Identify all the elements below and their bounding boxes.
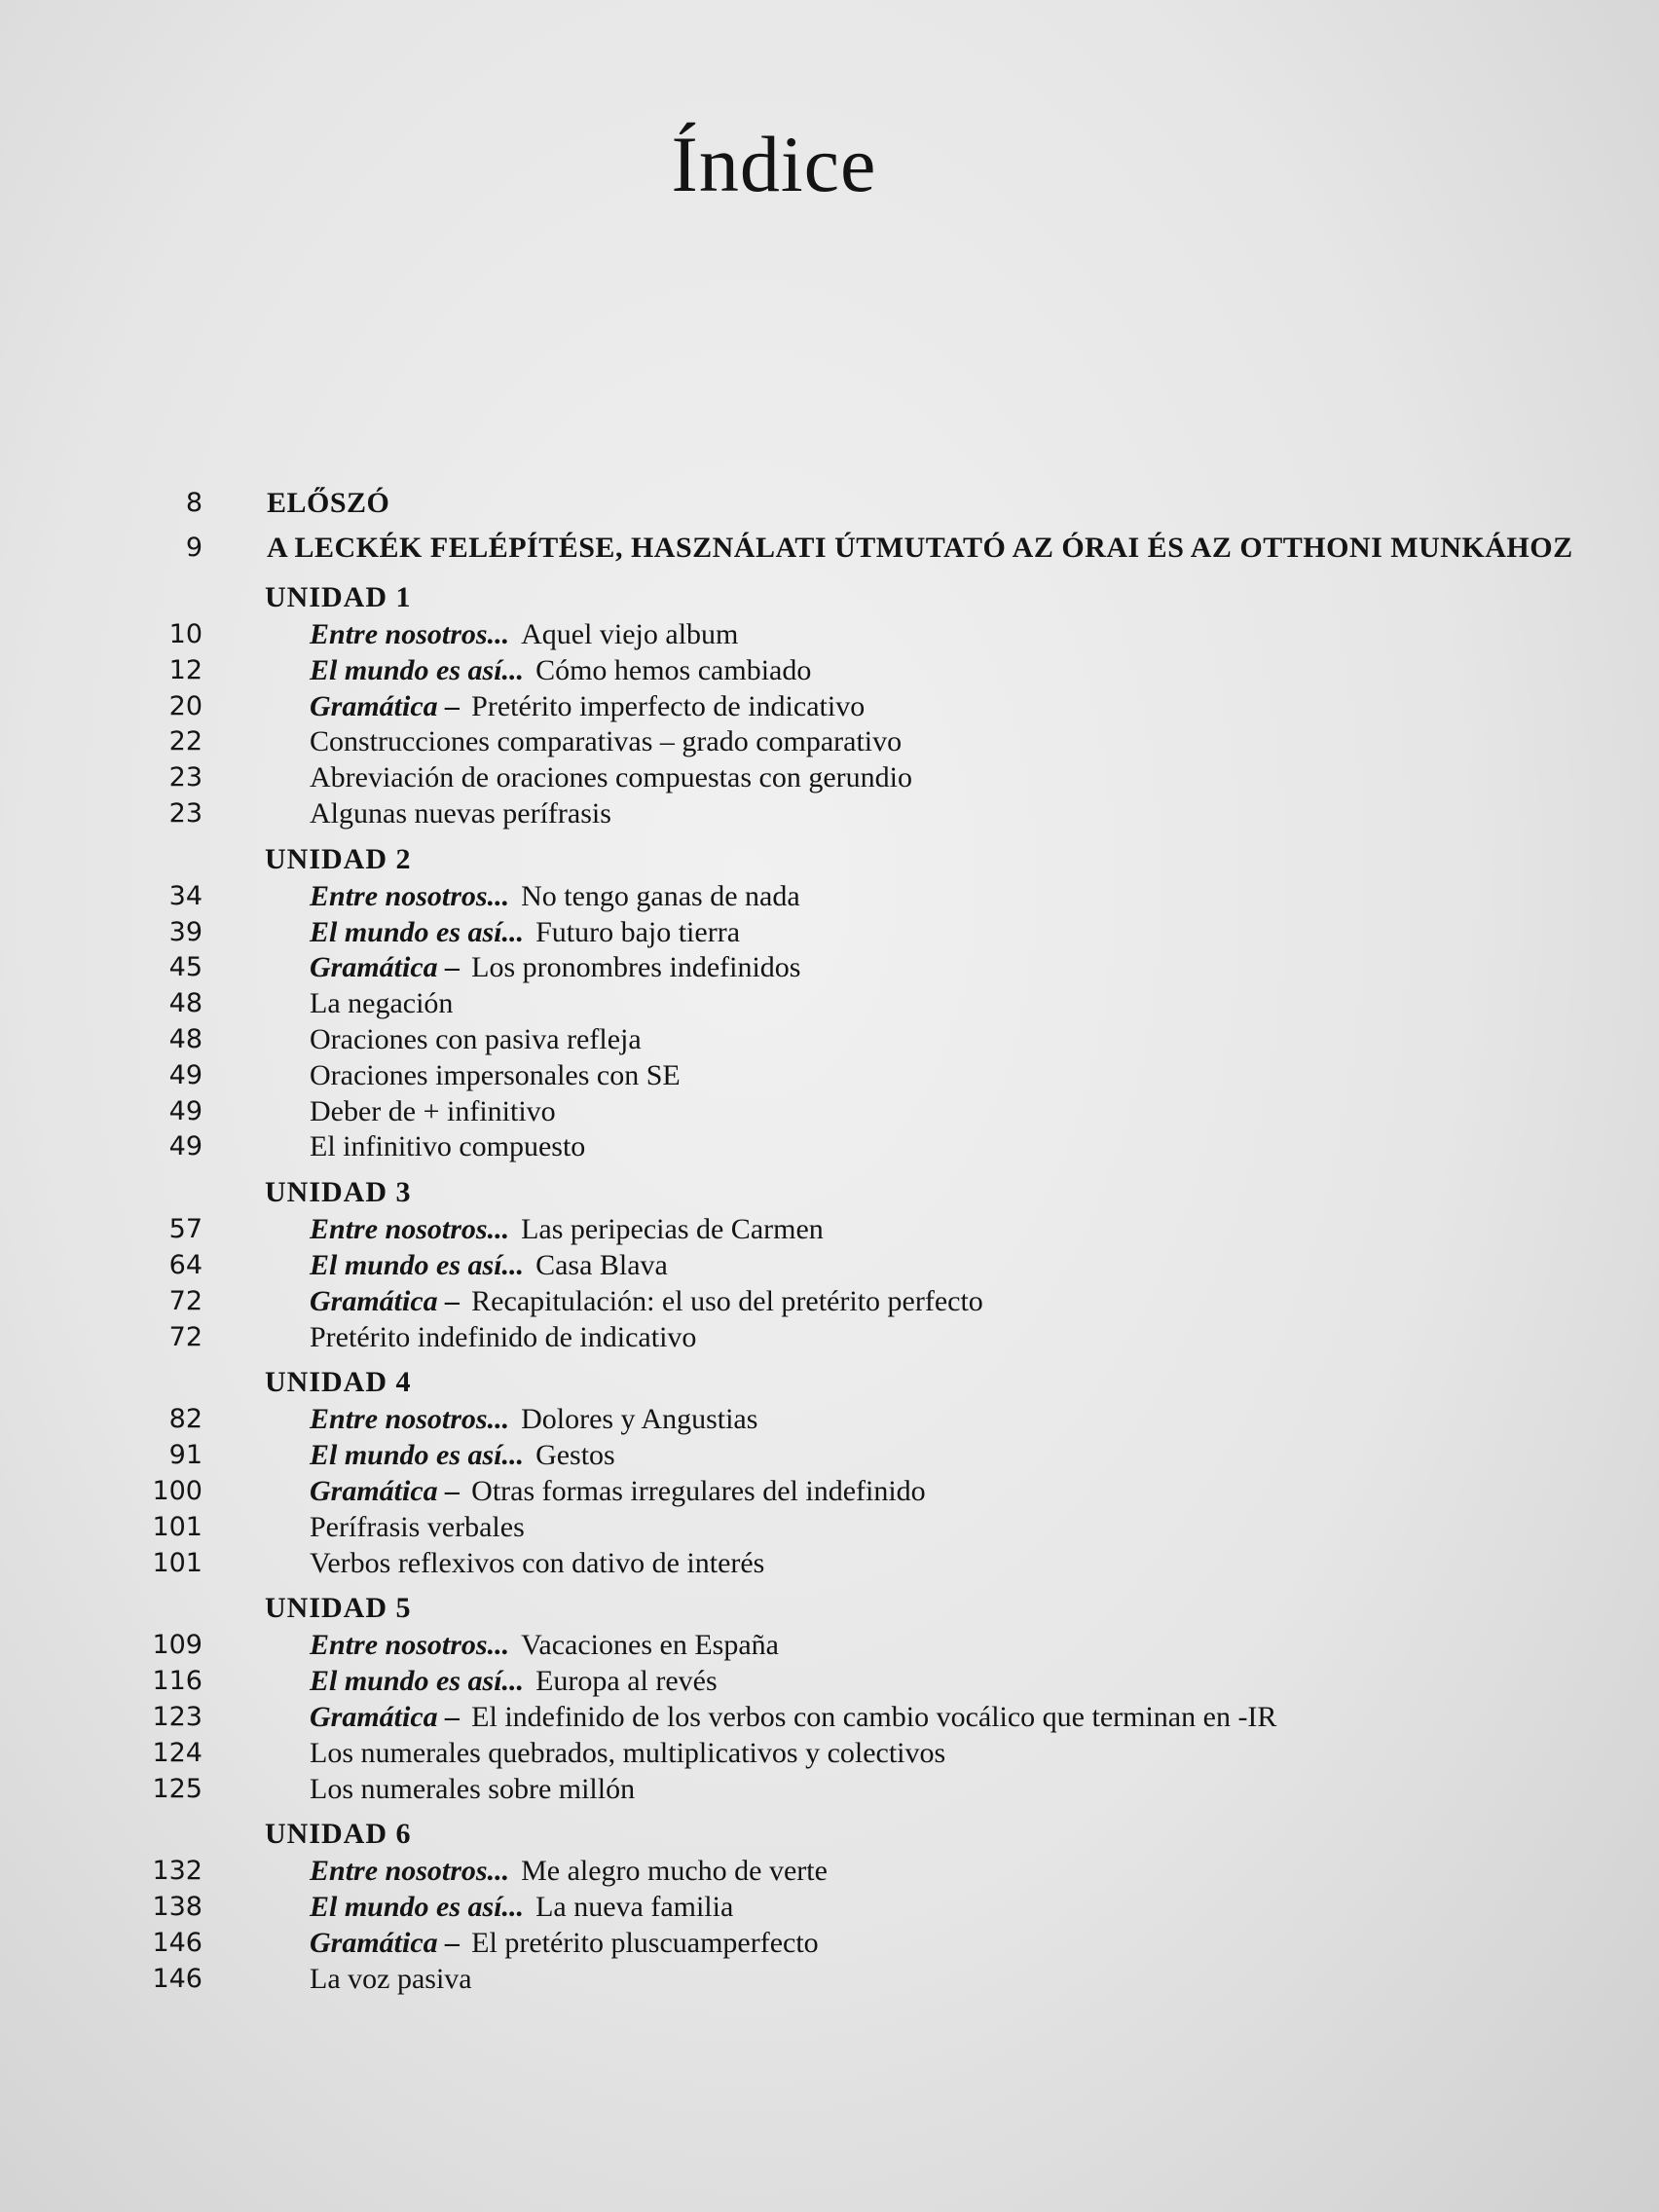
entry-text xyxy=(310,915,740,951)
entry-text xyxy=(310,1058,681,1094)
entry-text xyxy=(310,724,902,760)
entry-text xyxy=(310,1962,472,1998)
entry-text xyxy=(310,1926,819,1962)
unit-title: UNIDAD 1 xyxy=(265,581,412,613)
page-number: 116 xyxy=(152,1666,203,1697)
entry-title: Aquel viejo album xyxy=(521,618,739,650)
page-number: 49 xyxy=(168,1095,203,1126)
page-number: 48 xyxy=(168,1023,203,1054)
entry-title: Algunas nuevas perífrasis xyxy=(310,796,611,830)
entry-title: La nueva familia xyxy=(535,1891,734,1924)
page-number: 8 xyxy=(185,488,203,518)
entry-title: Deber de + infinitivo xyxy=(310,1094,556,1127)
toc-entry xyxy=(0,1248,1659,1284)
page-number: 39 xyxy=(168,916,203,947)
entry-title: La negación xyxy=(310,987,454,1020)
page-number: 72 xyxy=(168,1285,203,1316)
toc-entry xyxy=(0,1890,1659,1926)
unit-title: UNIDAD 5 xyxy=(265,1592,412,1625)
entry-title: Los pronombres indefinidos xyxy=(471,951,801,984)
toc-entry xyxy=(0,1772,1659,1808)
entry-text xyxy=(310,1248,668,1284)
page-number: 10 xyxy=(168,619,203,649)
entry-text xyxy=(310,1546,764,1582)
page-number: 125 xyxy=(152,1773,203,1804)
section-title: ELŐSZÓ xyxy=(267,487,390,519)
page-number: 91 xyxy=(168,1440,203,1471)
page-number: 101 xyxy=(152,1547,203,1578)
entry-lead: Entre nosotros... xyxy=(310,618,510,650)
toc-front-row xyxy=(0,481,1659,526)
page-number: 82 xyxy=(168,1404,203,1435)
page-number: 49 xyxy=(168,1059,203,1090)
entry-text xyxy=(310,1022,642,1058)
unit-heading xyxy=(0,1173,1659,1212)
unit-heading xyxy=(0,1589,1659,1628)
page-number: 123 xyxy=(152,1701,203,1732)
toc-entry xyxy=(0,760,1659,796)
toc-entry xyxy=(0,915,1659,951)
toc-entry xyxy=(0,1438,1659,1474)
entry-title: Gestos xyxy=(535,1439,615,1472)
unit-heading xyxy=(0,1815,1659,1854)
entry-text xyxy=(310,1700,1276,1736)
entry-title: Pretérito imperfecto de indicativo xyxy=(471,689,866,722)
entry-title: La voz pasiva xyxy=(310,1962,472,1995)
entry-text xyxy=(310,1129,585,1165)
entry-title: Europa al revés xyxy=(535,1665,718,1698)
unit-title: UNIDAD 4 xyxy=(265,1366,412,1399)
entry-lead: El mundo es así... xyxy=(310,1248,525,1281)
entry-lead: Entre nosotros... xyxy=(310,1855,510,1888)
page-number: 49 xyxy=(168,1131,203,1162)
toc-entry xyxy=(0,1700,1659,1736)
entry-text xyxy=(310,1474,926,1510)
toc-entry xyxy=(0,689,1659,725)
entry-title: El pretérito pluscuamperfecto xyxy=(471,1926,819,1959)
table-of-contents xyxy=(0,481,1659,1998)
page-number: 57 xyxy=(168,1214,203,1245)
page-number: 20 xyxy=(168,690,203,721)
entry-title: No tengo ganas de nada xyxy=(521,879,800,912)
entry-text xyxy=(310,1664,718,1700)
toc-front-row xyxy=(0,526,1659,571)
entry-lead: El mundo es así... xyxy=(310,653,525,686)
toc-entry xyxy=(0,1058,1659,1094)
toc-entry xyxy=(0,1510,1659,1546)
page-number: 9 xyxy=(185,533,203,563)
entry-text xyxy=(310,1212,824,1248)
entry-title: Pretérito indefinido de indicativo xyxy=(310,1320,697,1353)
entry-text xyxy=(310,1094,556,1130)
entry-lead: Gramática – xyxy=(310,1926,461,1959)
page-number: 138 xyxy=(152,1892,203,1923)
entry-title: Los numerales sobre millón xyxy=(310,1772,636,1805)
entry-lead: Entre nosotros... xyxy=(310,1403,510,1436)
toc-entry xyxy=(0,617,1659,653)
entry-lead: El mundo es así... xyxy=(310,1665,525,1698)
page-number: 101 xyxy=(152,1511,203,1542)
entry-text xyxy=(310,1402,757,1438)
entry-text xyxy=(310,1772,635,1808)
toc-entry xyxy=(0,1962,1659,1998)
entry-title: El indefinido de los verbos con cambio vocálico que terminan en -IR xyxy=(471,1700,1277,1733)
entry-lead: Gramática – xyxy=(310,689,461,722)
entry-text xyxy=(310,796,611,832)
entry-text xyxy=(310,986,453,1022)
unit-title: UNIDAD 2 xyxy=(265,842,412,875)
entry-lead: Gramática – xyxy=(310,1284,461,1317)
entry-title: Otras formas irregulares del indefinido xyxy=(471,1474,926,1507)
entry-title: Me alegro mucho de verte xyxy=(521,1855,828,1888)
page-title: Índice xyxy=(671,120,877,208)
toc-entry xyxy=(0,950,1659,986)
toc-entry xyxy=(0,1546,1659,1582)
page-number: 146 xyxy=(152,1927,203,1958)
entry-text xyxy=(310,1438,615,1474)
page-number: 72 xyxy=(168,1321,203,1352)
page-number: 64 xyxy=(168,1249,203,1280)
entry-text xyxy=(310,1736,945,1772)
page-number: 45 xyxy=(168,952,203,983)
entry-title: Dolores y Angustias xyxy=(521,1403,758,1436)
page-number: 132 xyxy=(152,1856,203,1887)
entry-title: Oraciones impersonales con SE xyxy=(310,1058,681,1091)
toc-entry xyxy=(0,1402,1659,1438)
entry-text xyxy=(310,1320,696,1356)
toc-entry xyxy=(0,879,1659,915)
unit-title: UNIDAD 3 xyxy=(265,1176,412,1209)
entry-title: Construcciones comparativas – grado comparativo xyxy=(310,725,903,758)
toc-entry xyxy=(0,1664,1659,1700)
entry-lead: El mundo es así... xyxy=(310,1891,525,1924)
page-number: 23 xyxy=(168,762,203,793)
entry-title: Verbos reflexivos con dativo de interés xyxy=(310,1546,765,1579)
entry-title: Vacaciones en España xyxy=(521,1629,779,1662)
entry-text xyxy=(310,950,800,986)
page-number: 22 xyxy=(168,726,203,757)
entry-text xyxy=(310,1890,733,1926)
unit-heading xyxy=(0,578,1659,617)
entry-lead: Entre nosotros... xyxy=(310,879,510,912)
entry-lead: El mundo es así... xyxy=(310,1439,525,1472)
entry-title: Abreviación de oraciones compuestas con gerundio xyxy=(310,761,912,794)
toc-entry xyxy=(0,796,1659,832)
toc-entry xyxy=(0,1284,1659,1320)
entry-title: Perífrasis verbales xyxy=(310,1510,525,1543)
toc-entry xyxy=(0,653,1659,689)
entry-title: Futuro bajo tierra xyxy=(535,915,741,948)
page-number: 146 xyxy=(152,1963,203,1994)
toc-entry xyxy=(0,1854,1659,1890)
entry-lead: Gramática – xyxy=(310,951,461,984)
unit-heading xyxy=(0,840,1659,879)
units-list xyxy=(0,578,1659,1998)
page-number: 124 xyxy=(152,1737,203,1768)
entry-title: Recapitulación: el uso del pretérito perfecto xyxy=(471,1284,983,1317)
toc-entry xyxy=(0,1736,1659,1772)
page-number: 48 xyxy=(168,988,203,1019)
toc-entry xyxy=(0,1094,1659,1130)
entry-title: Oraciones con pasiva refleja xyxy=(310,1022,642,1055)
entry-title: Casa Blava xyxy=(535,1248,668,1281)
entry-text xyxy=(310,689,865,725)
entry-lead: Gramática – xyxy=(310,1474,461,1507)
toc-entry xyxy=(0,1022,1659,1058)
entry-text xyxy=(310,1628,779,1664)
unit-heading xyxy=(0,1363,1659,1402)
toc-entry xyxy=(0,1320,1659,1356)
page-number: 12 xyxy=(168,654,203,685)
toc-entry xyxy=(0,1129,1659,1165)
entry-title: Cómo hemos cambiado xyxy=(535,653,812,686)
page-number: 100 xyxy=(152,1475,203,1506)
toc-entry xyxy=(0,1926,1659,1962)
entry-lead: Entre nosotros... xyxy=(310,1629,510,1662)
entry-lead: El mundo es así... xyxy=(310,915,525,948)
toc-entry xyxy=(0,1474,1659,1510)
entry-text xyxy=(310,760,912,796)
entry-text xyxy=(310,1510,525,1546)
entry-lead: Entre nosotros... xyxy=(310,1213,510,1246)
unit-title: UNIDAD 6 xyxy=(265,1818,412,1851)
entry-title: Los numerales quebrados, multiplicativos y colectivos xyxy=(310,1736,946,1769)
page-number: 23 xyxy=(168,797,203,829)
toc-entry xyxy=(0,1628,1659,1664)
entry-text xyxy=(310,879,800,915)
entry-lead: Gramática – xyxy=(310,1700,461,1733)
entry-text xyxy=(310,653,811,689)
entry-title: El infinitivo compuesto xyxy=(310,1130,586,1163)
entry-text xyxy=(310,1854,828,1890)
page-number: 34 xyxy=(168,880,203,911)
page-number: 109 xyxy=(152,1630,203,1661)
section-title: A LECKÉK FELÉPÍTÉSE, HASZNÁLATI ÚTMUTATÓ AZ ÓRAI ÉS AZ OTTHONI MUNKÁHOZ xyxy=(267,532,1573,564)
toc-entry xyxy=(0,986,1659,1022)
entry-title: Las peripecias de Carmen xyxy=(521,1213,824,1246)
toc-entry xyxy=(0,1212,1659,1248)
entry-text xyxy=(310,617,738,653)
entry-text xyxy=(310,1284,983,1320)
toc-entry xyxy=(0,724,1659,760)
